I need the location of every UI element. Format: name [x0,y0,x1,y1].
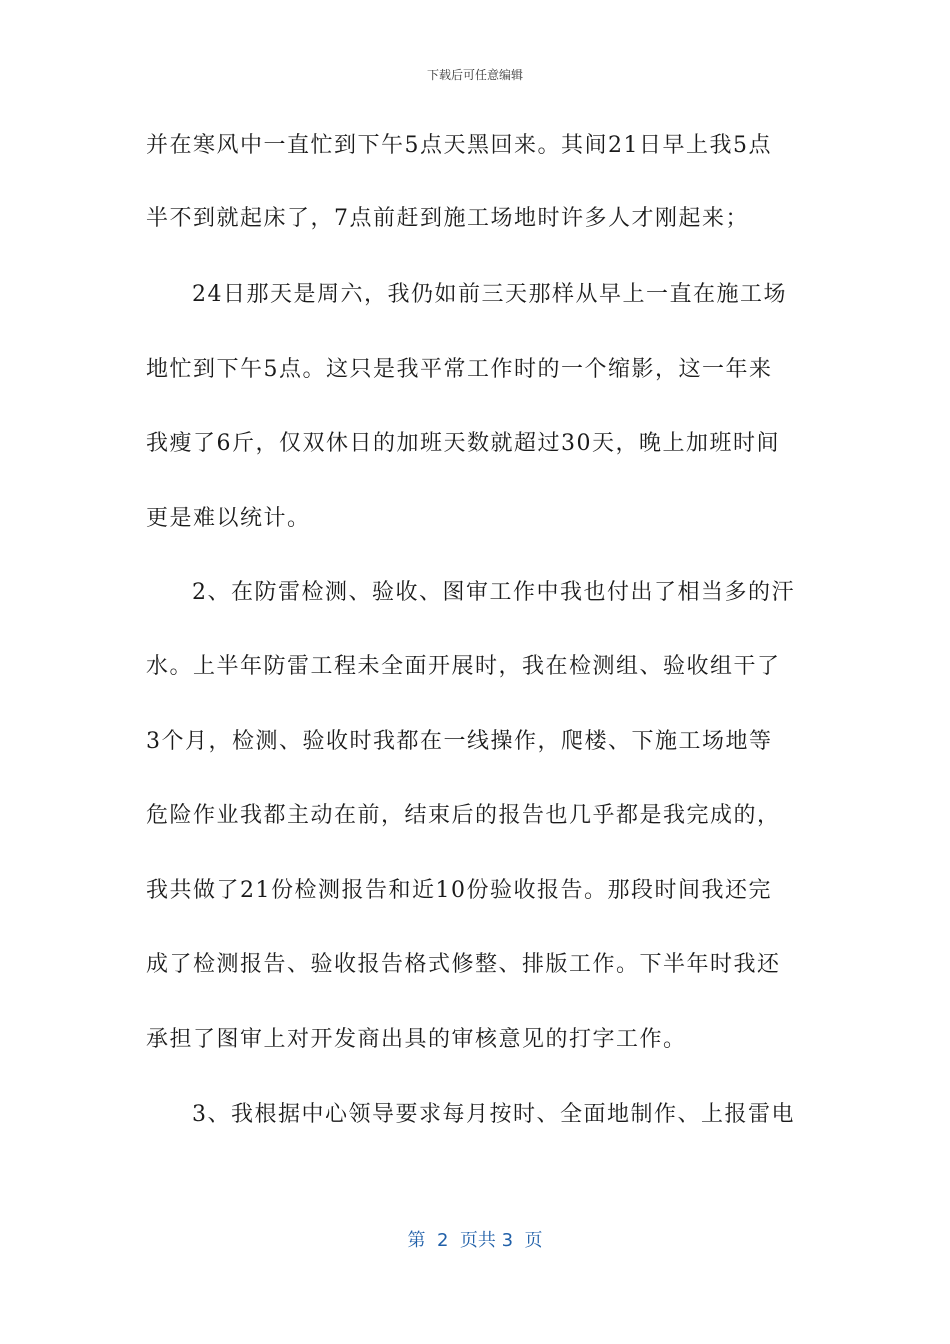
paragraph-line: 我共做了21份检测报告和近10份验收报告。那段时间我还完 [146,878,772,903]
paragraph-line: 半不到就起床了，7点前赶到施工场地时许多人才刚起来； [146,206,749,231]
paragraph-line: 地忙到下午5点。这只是我平常工作时的一个缩影，这一年来 [146,357,773,382]
paragraph-line: 我瘦了6斤，仅双休日的加班天数就超过30天，晚上加班时间 [146,431,780,456]
paragraph-line: 并在寒风中一直忙到下午5点天黑回来。其间21日早上我5点 [146,133,772,158]
page-footer: 第 2 页共 3 页 [407,1230,543,1251]
paragraph-line: 成了检测报告、验收报告格式修整、排版工作。下半年时我还 [146,952,781,977]
paragraph-line: 3个月，检测、验收时我都在一线操作，爬楼、下施工场地等 [146,729,773,754]
paragraph-line: 更是难以统计。 [146,506,311,531]
paragraph-line: 3、我根据中心领导要求每月按时、全面地制作、上报雷电 [192,1102,795,1127]
page-header: 下载后可任意编辑 [426,68,523,82]
paragraph-line: 24日那天是周六，我仍如前三天那样从早上一直在施工场 [192,282,787,307]
paragraph-line: 2、在防雷检测、验收、图审工作中我也付出了相当多的汗 [192,580,795,605]
paragraph-line: 承担了图审上对开发商出具的审核意见的打字工作。 [146,1027,687,1052]
paragraph-line: 危险作业我都主动在前，结束后的报告也几乎都是我完成的， [146,803,781,828]
paragraph-line: 水。上半年防雷工程未全面开展时，我在检测组、验收组干了 [146,654,781,679]
